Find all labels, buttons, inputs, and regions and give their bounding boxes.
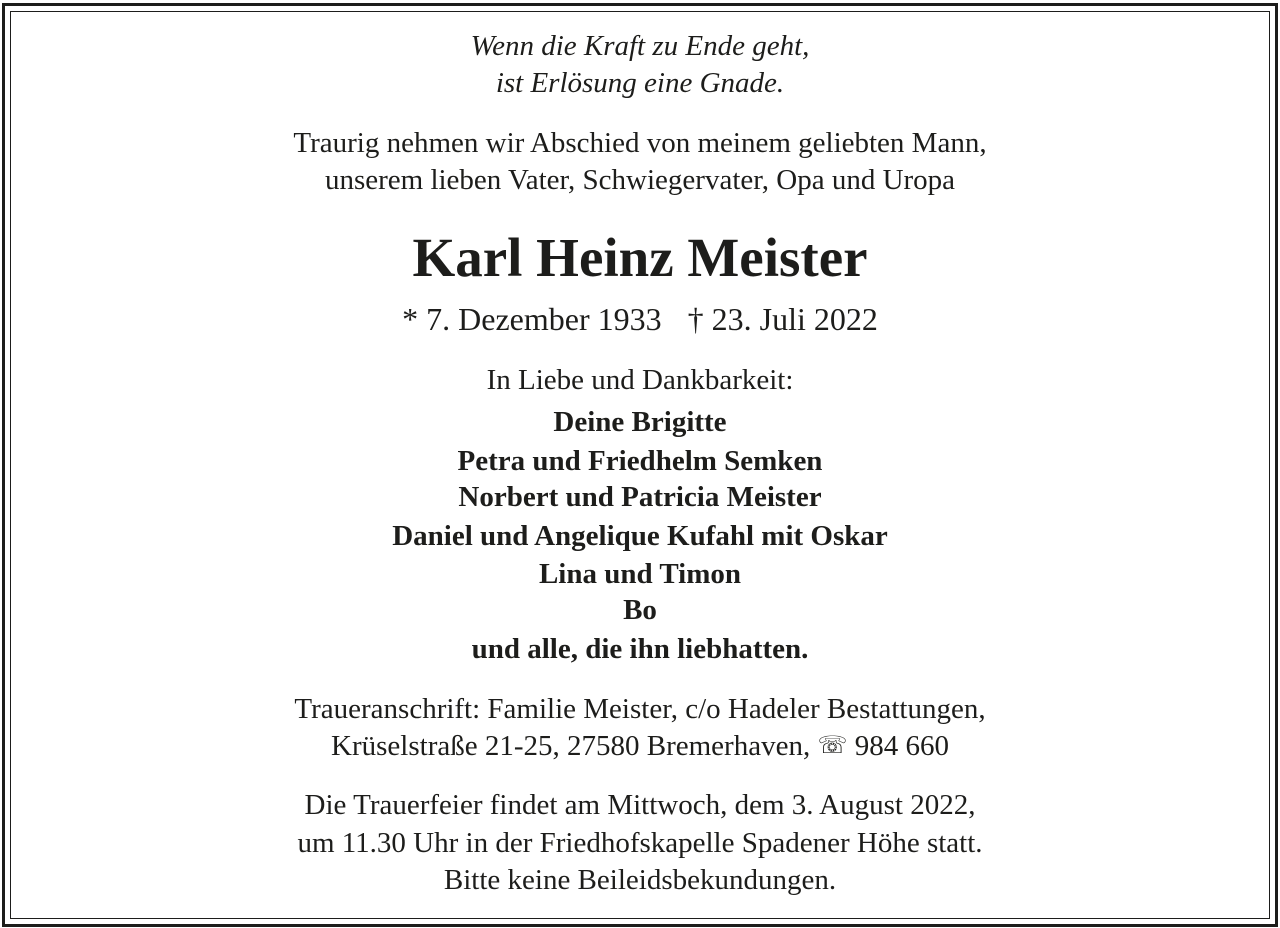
death-date: † 23. Juli 2022 <box>687 301 878 337</box>
address-line-1: Traueranschrift: Familie Meister, c/o Hadeler Bestattungen, <box>294 693 986 725</box>
ceremony-line-3: Bitte keine Beileidsbekundungen. <box>443 864 837 896</box>
deceased-name: Karl Heinz Meister <box>412 227 868 288</box>
intro-line-1: Traurig nehmen wir Abschied von meinem geliebten Mann, <box>293 127 987 159</box>
mourner-name: Norbert und Patricia Meister <box>458 481 822 513</box>
life-dates <box>0 301 1280 338</box>
mourner-name: Petra und Friedhelm Semken <box>457 445 823 477</box>
intro-line-2: unserem lieben Vater, Schwiegervater, Opa und Uropa <box>324 164 956 196</box>
mourner-name: Deine Brigitte <box>553 406 727 438</box>
ceremony-line-2: um 11.30 Uhr in der Friedhofskapelle Spadener Höhe statt. <box>297 827 983 859</box>
birth-date: * 7. Dezember 1933 <box>402 301 662 337</box>
motto-line-2: ist Erlösung eine Gnade. <box>495 67 785 99</box>
phone-number: 984 660 <box>854 730 949 762</box>
address-line-2 <box>0 730 1280 763</box>
mourner-name: Daniel und Angelique Kufahl mit Oskar <box>392 520 888 552</box>
mourners-heading: In Liebe und Dankbarkeit: <box>486 364 794 396</box>
address-street: Krüselstraße 21-25, 27580 Bremerhaven, <box>331 730 811 762</box>
mourner-name: Bo <box>623 594 657 626</box>
ceremony-line-1: Die Trauerfeier findet am Mittwoch, dem 3. August 2022, <box>304 789 976 821</box>
motto-line-1: Wenn die Kraft zu Ende geht, <box>470 30 810 62</box>
telephone-icon: ☏ <box>817 731 848 759</box>
mourner-name: Lina und Timon <box>538 558 742 590</box>
mourner-closing: und alle, die ihn liebhatten. <box>471 633 809 665</box>
